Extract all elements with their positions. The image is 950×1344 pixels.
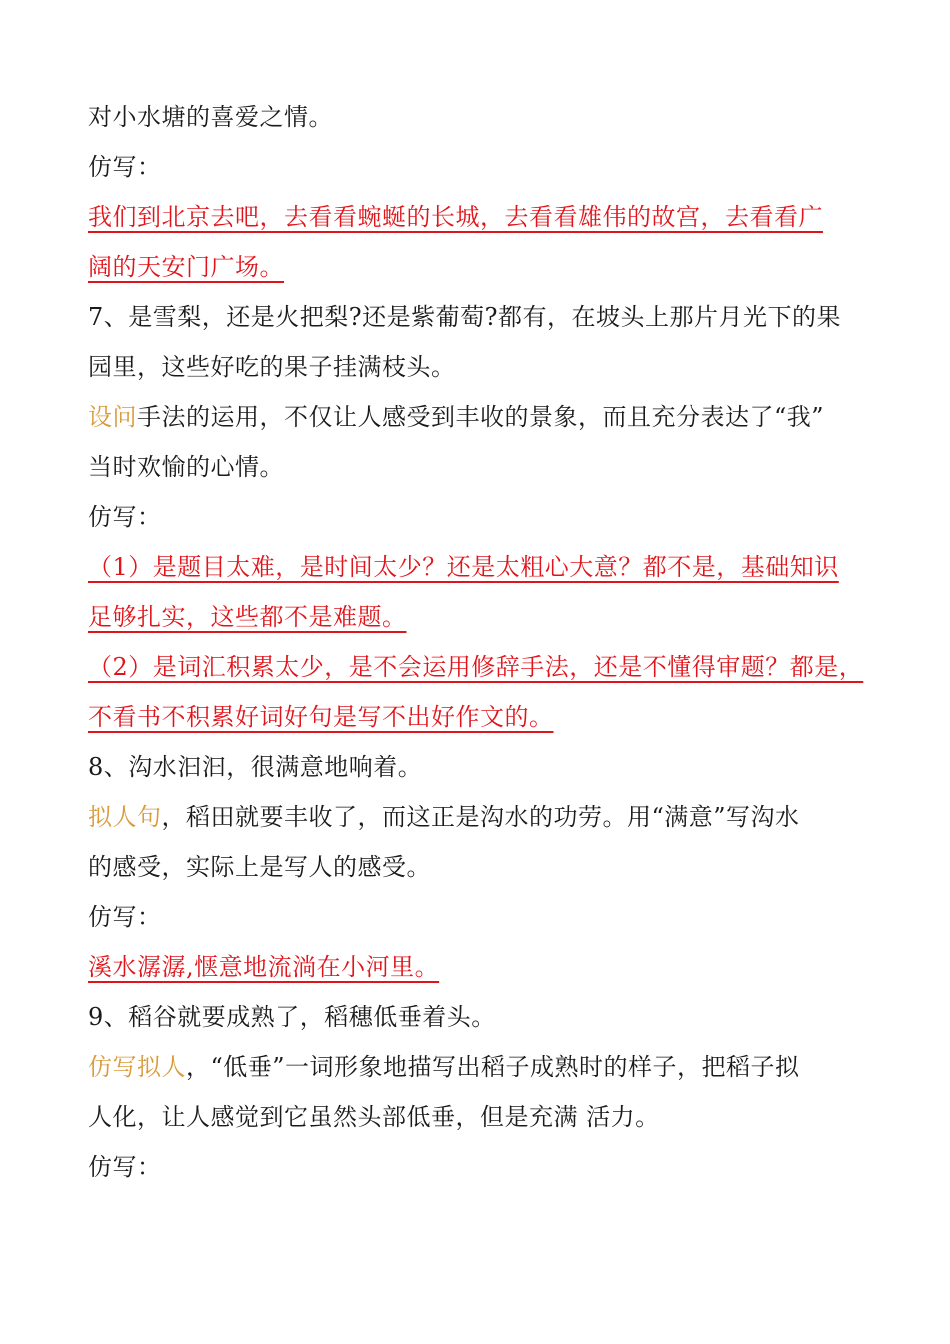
- analysis-line: [88, 1092, 878, 1142]
- analysis-line: [88, 392, 878, 442]
- line-text: 对小水塘的喜爱之情。: [88, 103, 333, 131]
- answer-text: 不看书不积累好词好句是写不出好作文的。: [88, 703, 554, 731]
- answer-text: （2）是词汇积累太少，是不会运用修辞手法，还是不懂得审题？都是，: [88, 653, 864, 681]
- technique-highlight: 拟人句: [88, 803, 162, 831]
- answer-text: 我们到北京去吧，去看看蜿蜒的长城，去看看雄伟的故宫，去看看广: [88, 203, 823, 231]
- answer-line: [88, 642, 878, 692]
- text-line: [88, 992, 878, 1042]
- technique-highlight: 设问: [88, 403, 137, 431]
- text-line: [88, 1142, 878, 1192]
- analysis-text: ，“低垂”一词形象地描写出稻子成熟时的样子，把稻子拟: [186, 1053, 800, 1081]
- analysis-text: 手法的运用，不仅让人感受到丰收的景象，而且充分表达了“我”: [137, 403, 825, 431]
- text-line: [88, 742, 878, 792]
- sentence-text: 8、沟水汩汩，很满意地响着。: [88, 753, 423, 781]
- analysis-text: 人化，让人感觉到它虽然头部低垂，但是充满 活力。: [88, 1103, 660, 1131]
- sentence-text: 园里，这些好吃的果子挂满枝头。: [88, 353, 456, 381]
- answer-line: [88, 242, 878, 292]
- text-line: [88, 92, 878, 142]
- answer-line: [88, 542, 878, 592]
- answer-line: [88, 592, 878, 642]
- analysis-text: ，稻田就要丰收了，而这正是沟水的功劳。用“满意”写沟水: [161, 803, 800, 831]
- sentence-text: 9、稻谷就要成熟了，稻穗低垂着头。: [88, 1003, 496, 1031]
- answer-line: [88, 692, 878, 742]
- technique-highlight: 仿写拟人: [88, 1053, 186, 1081]
- imitation-label: 仿写：: [88, 503, 162, 531]
- answer-text: 阔的天安门广场。: [88, 253, 284, 281]
- analysis-line: [88, 442, 878, 492]
- text-line: [88, 492, 878, 542]
- text-line: [88, 292, 878, 342]
- imitation-label: 仿写：: [88, 1153, 162, 1181]
- imitation-label: 仿写：: [88, 903, 162, 931]
- text-line: [88, 342, 878, 392]
- analysis-line: [88, 792, 878, 842]
- answer-line: [88, 192, 878, 242]
- text-line: [88, 892, 878, 942]
- analysis-text: 的感受，实际上是写人的感受。: [88, 853, 431, 881]
- analysis-text: 当时欢愉的心情。: [88, 453, 284, 481]
- imitation-label: 仿写：: [88, 153, 162, 181]
- analysis-line: [88, 842, 878, 892]
- text-line: [88, 142, 878, 192]
- answer-text: 溪水潺潺,惬意地流淌在小河里。: [88, 953, 440, 981]
- document-page: [88, 92, 878, 1192]
- sentence-text: 7、是雪梨，还是火把梨?还是紫葡萄?都有，在坡头上那片月光下的果: [88, 303, 842, 331]
- analysis-line: [88, 1042, 878, 1092]
- answer-text: （1）是题目太难，是时间太少？还是太粗心大意？都不是，基础知识: [88, 553, 839, 581]
- answer-text: 足够扎实，这些都不是难题。: [88, 603, 407, 631]
- answer-line: [88, 942, 878, 992]
